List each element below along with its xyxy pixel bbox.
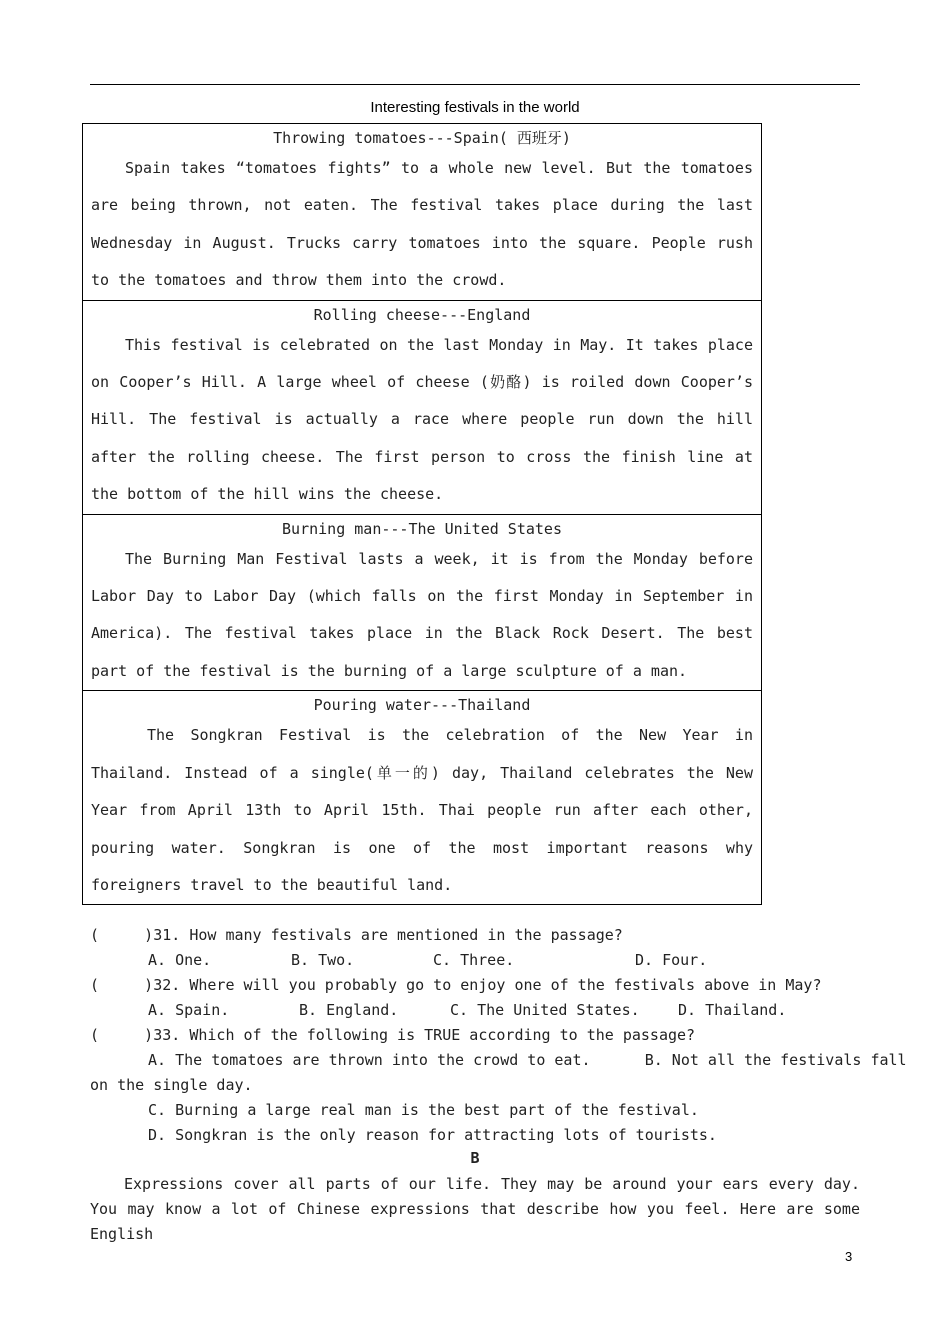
festival-heading: Rolling cheese---England bbox=[313, 305, 531, 324]
festival-cell-spain bbox=[83, 124, 762, 301]
section-b-heading: B bbox=[470, 1149, 480, 1167]
question-33 bbox=[90, 1023, 860, 1048]
option-c: C. Three. bbox=[433, 951, 515, 969]
option-c: C. The United States. bbox=[450, 1001, 640, 1019]
table-row bbox=[83, 514, 762, 691]
festival-cell-usa bbox=[83, 514, 762, 691]
question-stem: ( )33. Which of the following is TRUE according to the passage? bbox=[90, 1026, 696, 1044]
header-rule bbox=[90, 84, 860, 85]
festival-cell-thailand bbox=[83, 691, 762, 905]
question-33-options-ab-cont bbox=[90, 1073, 860, 1098]
section-b-paragraph: Expressions cover all parts of our life. They may be around your ears every day. You may know a lot of Chinese expressions that describe how you feel. Here are some English bbox=[90, 1175, 860, 1243]
question-33-option-d bbox=[90, 1123, 860, 1148]
question-stem: ( )32. Where will you probably go to enjoy one of the festivals above in May? bbox=[90, 976, 822, 994]
festival-cell-england bbox=[83, 300, 762, 514]
question-33-options-ab bbox=[90, 1048, 907, 1073]
option-a-b: A. The tomatoes are thrown into the crowd to eat. B. Not all the festivals fall bbox=[148, 1051, 907, 1069]
option-b: B. Two. bbox=[291, 951, 355, 969]
question-32 bbox=[90, 973, 860, 998]
option-d: D. Songkran is the only reason for attracting lots of tourists. bbox=[148, 1126, 717, 1144]
festival-text: This festival is celebrated on the last Monday in May. It takes place on Cooper’s Hill. A large wheel of cheese (奶酪) is roiled down Cooper’s Hill. The festival is actually a race where people run down the hill after the rolling cheese. The first person to cross the finish line at the bottom of the hill wins the cheese. bbox=[91, 335, 753, 504]
questions-section bbox=[90, 923, 907, 1148]
table-row bbox=[83, 300, 762, 514]
question-31-options bbox=[90, 948, 860, 973]
festivals-table bbox=[82, 123, 762, 905]
question-32-options bbox=[90, 998, 860, 1023]
festival-heading: Pouring water---Thailand bbox=[313, 696, 531, 715]
festival-text: Spain takes “tomatoes fights” to a whole new level. But the tomatoes are being thrown, not eaten. The festival takes place during the last Wednesday in August. Trucks carry tomatoes into the square. People rush to the tomatoes and throw them into the crowd. bbox=[91, 159, 753, 290]
option-a: A. One. bbox=[148, 951, 212, 969]
option-d: D. Four. bbox=[635, 951, 708, 969]
festival-heading: Throwing tomatoes---Spain( 西班牙) bbox=[273, 129, 571, 147]
option-c: C. Burning a large real man is the best part of the festival. bbox=[148, 1101, 699, 1119]
option-b-continued: on the single day. bbox=[90, 1076, 253, 1094]
festival-text: The Songkran Festival is the celebration of the New Year in Thailand. Instead of a single(单一的) day, Thailand celebrates the New Year from April 13th to April 15th. Thai people run after each other, pouring water. Songkran is one of the most important reasons why foreigners travel to the beautiful land. bbox=[91, 726, 753, 894]
table-row bbox=[83, 691, 762, 905]
option-a: A. Spain. bbox=[148, 1001, 230, 1019]
option-d: D. Thailand. bbox=[678, 1001, 787, 1019]
option-b: B. England. bbox=[299, 1001, 399, 1019]
festival-heading: Burning man---The United States bbox=[282, 519, 562, 538]
page-number: 3 bbox=[845, 1249, 853, 1264]
table-row bbox=[83, 124, 762, 301]
page-title: Interesting festivals in the world bbox=[370, 99, 580, 116]
festival-text: The Burning Man Festival lasts a week, it is from the Monday before Labor Day to Labor Day (which falls on the first Monday in September in America). The festival takes place in the Black Rock Desert. The best part of the festival is the burning of a large sculpture of a man. bbox=[91, 549, 753, 680]
question-stem: ( )31. How many festivals are mentioned in the passage? bbox=[90, 926, 623, 944]
question-33-option-c bbox=[90, 1098, 860, 1123]
question-31 bbox=[90, 923, 860, 948]
